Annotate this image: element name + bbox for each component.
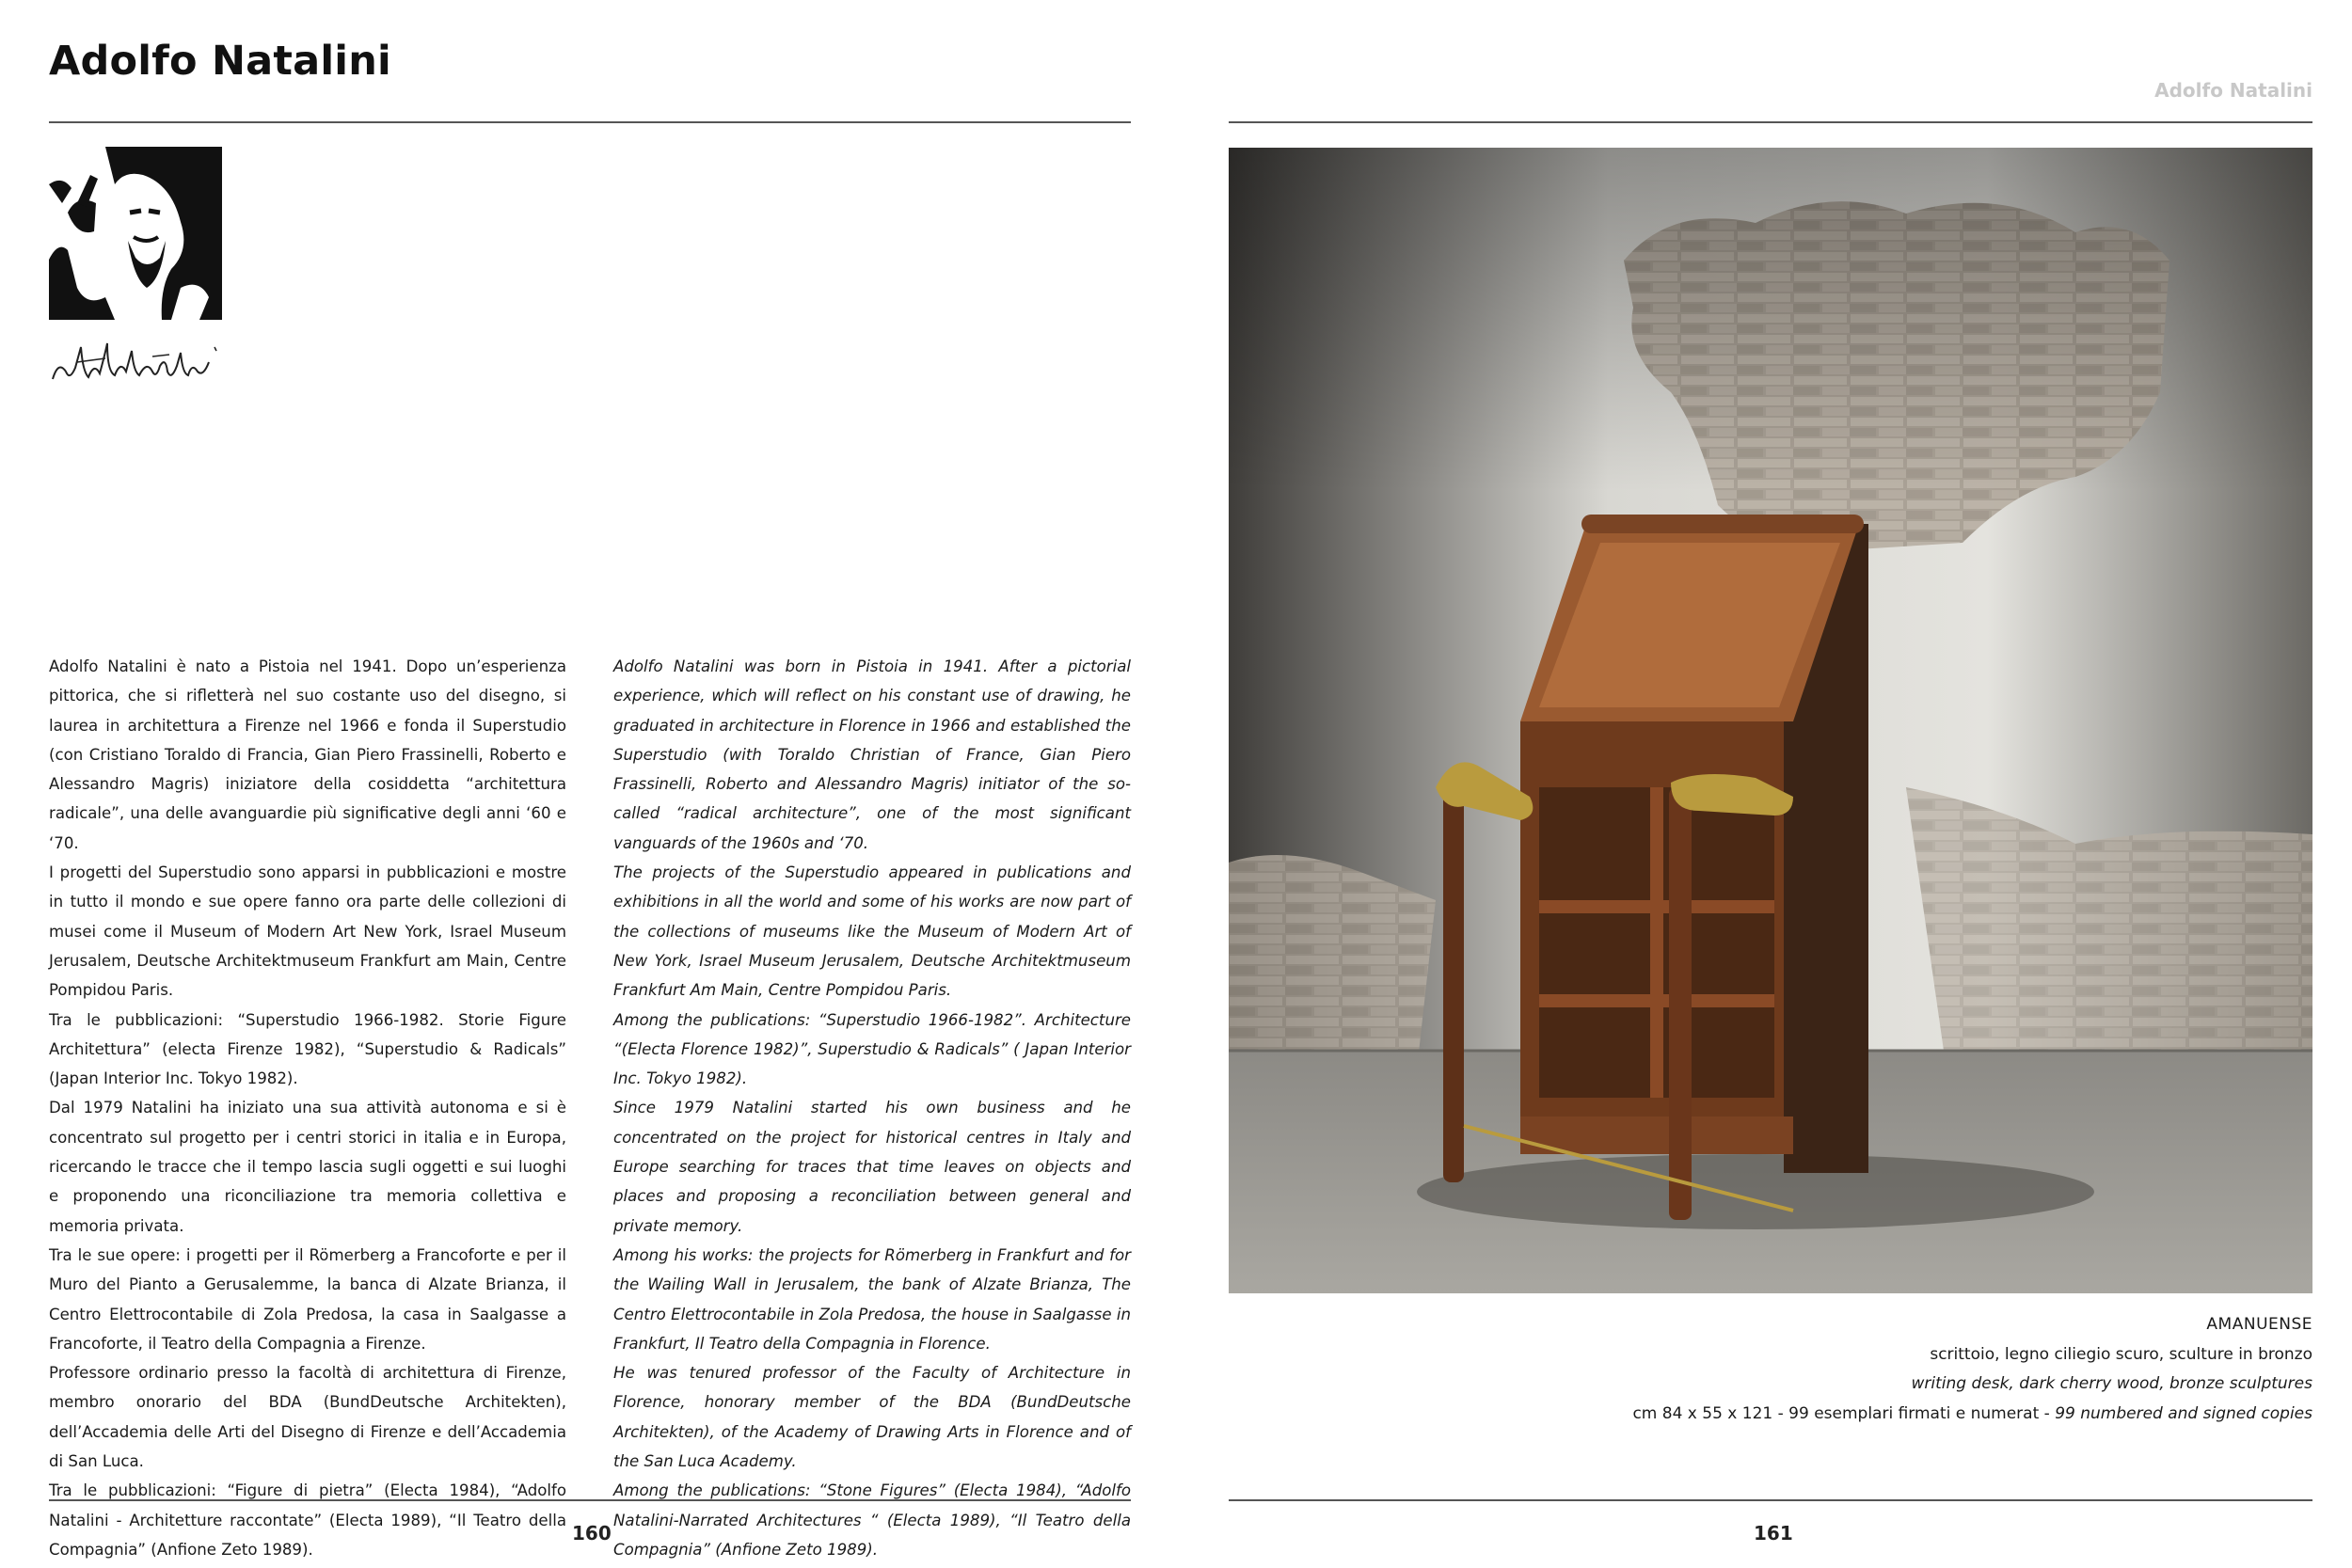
caption-dimensions: [1560, 1400, 2312, 1430]
bio-en-paragraph: He was tenured professor of the Faculty of Architecture in Florence, honorary member of the BDA (BundDeutsche Architekten), of the Academy of Drawing Arts in Florence and of the San Luca Academy.: [613, 1364, 1131, 1471]
bio-it-paragraph: Tra le sue opere: i progetti per il Römerberg a Francoforte e per il Muro del Pianto a Gerusalemme, la banca di Alzate Brianza, il Centro Elettrocontabile di Zola Predosa, la casa in Saalgasse a Francoforte, il Teatro della Compagnia a Firenze.: [49, 1245, 566, 1353]
caption-materials-it: scrittoio, legno ciliegio scuro, sculture in bronzo: [1930, 1344, 2312, 1364]
author-portrait: [49, 147, 222, 320]
caption-materials-en: writing desk, dark cherry wood, bronze sculptures: [1911, 1374, 2312, 1393]
product-photo: [1229, 148, 2312, 1293]
page-title: Adolfo Natalini: [49, 38, 391, 85]
biography-english: [613, 652, 1131, 1564]
caption-dimensions-it: cm 84 x 55 x 121 - 99 esemplari firmati e numerat -: [1632, 1403, 2056, 1423]
caption-dimensions-en: 99 numbered and signed copies: [2055, 1403, 2312, 1423]
caption-title: AMANUENSE: [2206, 1315, 2312, 1334]
bio-it-paragraph: Professore ordinario presso la facoltà di architettura di Firenze, membro onorario del BDA (BundDeutsche Architekten), dell’Accademia delle Arti del Disegno di Firenze e dell’Accademia di San Luca.: [49, 1364, 566, 1471]
page-number-left: 160: [572, 1522, 612, 1544]
bio-en-paragraph: Among the publications: “Superstudio 1966-1982”. Architecture “(Electa Florence 1982)”, Superstudio & Radicals” ( Japan Interior Inc. Tokyo 1982).: [613, 1010, 1131, 1088]
running-head: Adolfo Natalini: [2154, 79, 2312, 102]
top-rule-right: [1229, 121, 2312, 123]
bottom-rule-right: [1229, 1499, 2312, 1501]
bio-it-paragraph: Tra le pubblicazioni: “Superstudio 1966-1982. Storie Figure Architettura” (electa Firenze 1982), “Superstudio & Radicals” (Japan Interior Inc. Tokyo 1982).: [49, 1010, 566, 1088]
bio-it-paragraph: I progetti del Superstudio sono apparsi in pubblicazioni e mostre in tutto il mondo e sue opere fanno ora parte delle collezioni di musei come il Museum of Modern Art New York, Israel Museum Jerusalem, Deutsche Architektmuseum Frankfurt am Main, Centre Pompidou Paris.: [49, 863, 566, 1000]
bio-en-paragraph: The projects of the Superstudio appeared in publications and exhibitions in all the world and some of his works are now part of the collections of museums like the Museum of Modern Art of New York, Israel Museum Jerusalem, Deutsche Architektmuseum Frankfurt Am Main, Centre Pompidou Paris.: [613, 863, 1131, 1000]
page-number-right: 161: [1754, 1522, 1793, 1544]
artwork-caption: [1560, 1310, 2312, 1429]
bio-en-paragraph: Among his works: the projects for Römerberg in Frankfurt and for the Wailing Wall in Jerusalem, the bank of Alzate Brianza, The Centro Elettrocontabile in Zola Predosa, the house in Saalgasse in Frankfurt, Il Teatro della Compagnia in Florence.: [613, 1245, 1131, 1353]
bio-it-paragraph: Adolfo Natalini è nato a Pistoia nel 1941. Dopo un’esperienza pittorica, che si rifletterà nel suo costante uso del disegno, si laurea in architettura a Firenze nel 1966 e fonda il Superstudio (con Cristiano Toraldo di Francia, Gian Piero Frassinelli, Roberto e Alessandro Magris) iniziatore della cosiddetta “architettura radicale”, una delle avanguardie più significative degli anni ‘60 e ‘70.: [49, 657, 566, 852]
bottom-rule-left: [49, 1499, 1131, 1501]
top-rule-left: [49, 121, 1131, 123]
bio-en-paragraph: Since 1979 Natalini started his own business and he concentrated on the project for historical centres in Italy and Europe searching for traces that time leaves on objects and places and proposing a reconciliation between general and private memory.: [613, 1099, 1131, 1235]
bio-it-paragraph: Dal 1979 Natalini ha iniziato una sua attività autonoma e si è concentrato sul progetto per i centri storici in italia e in Europa, ricercando le tracce che il tempo lascia sugli oggetti e sui luoghi e proponendo una riconciliazione tra memoria collettiva e memoria privata.: [49, 1099, 566, 1235]
bio-it-paragraph: Tra le pubblicazioni: “Figure di pietra” (Electa 1984), “Adolfo Natalini - Architetture raccontate” (Electa 1989), “Il Teatro della Compagnia” (Anfione Zeto 1989).: [49, 1481, 566, 1559]
bio-en-paragraph: Adolfo Natalini was born in Pistoia in 1941. After a pictorial experience, which will reflect on his constant use of drawing, he graduated in architecture in Florence in 1966 and established the Superstudio (with Toraldo Christian of France, Gian Piero Frassinelli, Roberto and Alessandro Magris) initiator of the so-called “radical architecture”, one of the most significant vanguards of the 1960s and ‘70.: [613, 657, 1131, 852]
bio-en-paragraph: Among the publications: “Stone Figures” (Electa 1984), “Adolfo Natalini-Narrated Architectures “ (Electa 1989), “Il Teatro della Compagnia” (Anfione Zeto 1989).: [613, 1481, 1131, 1559]
author-signature: [49, 334, 228, 392]
biography-italian: [49, 652, 566, 1564]
